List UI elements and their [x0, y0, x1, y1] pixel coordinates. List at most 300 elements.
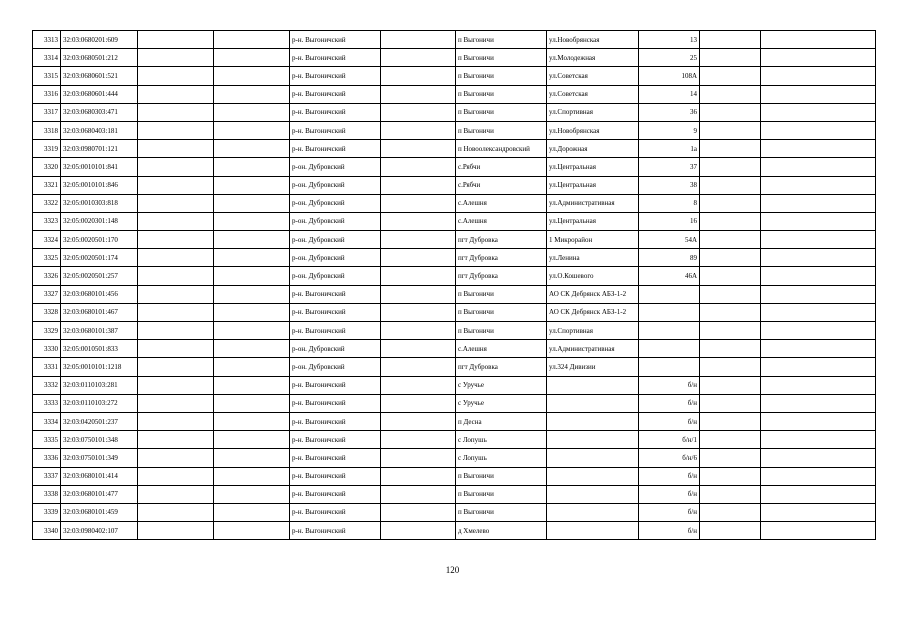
cell-district: р-н. Выгоничский — [290, 376, 381, 394]
cell-house-number: 13 — [639, 31, 700, 49]
cell-col-10 — [700, 340, 761, 358]
cell-col-3 — [138, 467, 214, 485]
cell-district: р-н. Выгоничский — [290, 49, 381, 67]
cell-col-4 — [214, 103, 290, 121]
cell-col-4 — [214, 31, 290, 49]
table-row — [33, 285, 876, 303]
cell-settlement: п Выгоничи — [456, 67, 547, 85]
cell-street: ул.Молодежная — [547, 49, 639, 67]
table-row — [33, 231, 876, 249]
cell-house-number: 38 — [639, 176, 700, 194]
cell-district: р-н. Выгоничский — [290, 467, 381, 485]
cell-col-11 — [761, 303, 876, 321]
cell-row-number: 3326 — [33, 267, 61, 285]
cell-settlement: пгт Дубровка — [456, 231, 547, 249]
table-row — [33, 212, 876, 230]
cell-col-6 — [381, 231, 456, 249]
cell-row-number: 3335 — [33, 431, 61, 449]
cell-col-11 — [761, 158, 876, 176]
cell-house-number: 16 — [639, 212, 700, 230]
cell-house-number: 8 — [639, 194, 700, 212]
cell-col-6 — [381, 322, 456, 340]
cell-cadastral-number: 32:03:0680403:181 — [61, 121, 138, 139]
cell-district: р-он. Дубровский — [290, 158, 381, 176]
cell-street — [547, 412, 639, 430]
cell-col-3 — [138, 412, 214, 430]
cell-row-number: 3327 — [33, 285, 61, 303]
cell-cadastral-number: 32:03:0750101:348 — [61, 431, 138, 449]
cell-col-3 — [138, 431, 214, 449]
cell-row-number: 3314 — [33, 49, 61, 67]
cell-cadastral-number: 32:03:0420501:237 — [61, 412, 138, 430]
cell-col-6 — [381, 431, 456, 449]
cell-col-3 — [138, 67, 214, 85]
cell-settlement: п Новоолександровский — [456, 140, 547, 158]
cell-col-10 — [700, 485, 761, 503]
table-row — [33, 431, 876, 449]
cell-cadastral-number: 32:03:0110103:281 — [61, 376, 138, 394]
cell-col-10 — [700, 267, 761, 285]
cell-col-3 — [138, 322, 214, 340]
cell-col-3 — [138, 103, 214, 121]
cell-col-4 — [214, 285, 290, 303]
cell-district: р-он. Дубровский — [290, 249, 381, 267]
cell-col-3 — [138, 212, 214, 230]
cell-col-4 — [214, 249, 290, 267]
cell-cadastral-number: 32:03:0680101:477 — [61, 485, 138, 503]
cell-cadastral-number: 32:05:0010101:846 — [61, 176, 138, 194]
cell-district: р-н. Выгоничский — [290, 303, 381, 321]
cell-house-number: 9 — [639, 121, 700, 139]
cell-col-4 — [214, 412, 290, 430]
cell-street — [547, 394, 639, 412]
table-row — [33, 376, 876, 394]
cell-col-4 — [214, 358, 290, 376]
cell-col-3 — [138, 31, 214, 49]
cell-col-10 — [700, 194, 761, 212]
cell-district: р-н. Выгоничский — [290, 522, 381, 540]
cell-col-3 — [138, 85, 214, 103]
cell-col-4 — [214, 485, 290, 503]
cell-cadastral-number: 32:05:0010303:818 — [61, 194, 138, 212]
cell-settlement: п Выгоничи — [456, 503, 547, 521]
cell-col-6 — [381, 467, 456, 485]
cell-house-number: б/н — [639, 412, 700, 430]
cell-col-3 — [138, 267, 214, 285]
cell-street: ул.Центральная — [547, 176, 639, 194]
cell-col-4 — [214, 340, 290, 358]
cell-col-4 — [214, 140, 290, 158]
cell-col-4 — [214, 449, 290, 467]
table-row — [33, 358, 876, 376]
cell-district: р-н. Выгоничский — [290, 449, 381, 467]
cell-col-6 — [381, 267, 456, 285]
cell-col-10 — [700, 49, 761, 67]
cell-cadastral-number: 32:03:0680101:456 — [61, 285, 138, 303]
cell-col-6 — [381, 67, 456, 85]
cell-col-4 — [214, 303, 290, 321]
cell-col-11 — [761, 467, 876, 485]
cell-house-number — [639, 303, 700, 321]
cell-row-number: 3315 — [33, 67, 61, 85]
cell-house-number: 108А — [639, 67, 700, 85]
cell-cadastral-number: 32:05:0010501:833 — [61, 340, 138, 358]
cell-settlement: с.Алешня — [456, 340, 547, 358]
cell-col-3 — [138, 158, 214, 176]
cell-settlement: п Выгоничи — [456, 49, 547, 67]
cell-street: 1 Микрорайон — [547, 231, 639, 249]
cell-street: ул.Спортивная — [547, 103, 639, 121]
cell-row-number: 3329 — [33, 322, 61, 340]
table-row — [33, 176, 876, 194]
table-row — [33, 158, 876, 176]
cell-col-3 — [138, 485, 214, 503]
cell-col-6 — [381, 449, 456, 467]
cell-settlement: п Выгоничи — [456, 467, 547, 485]
cell-house-number — [639, 285, 700, 303]
cell-col-11 — [761, 194, 876, 212]
cell-cadastral-number: 32:03:0680101:414 — [61, 467, 138, 485]
cell-cadastral-number: 32:05:0010101:1218 — [61, 358, 138, 376]
cell-col-3 — [138, 340, 214, 358]
cell-col-4 — [214, 231, 290, 249]
table-row — [33, 322, 876, 340]
cell-col-6 — [381, 176, 456, 194]
cell-col-10 — [700, 431, 761, 449]
cell-col-11 — [761, 285, 876, 303]
cell-street: АО СК Дебрянск АБЗ-1-2 — [547, 303, 639, 321]
cell-house-number: 37 — [639, 158, 700, 176]
table-row — [33, 267, 876, 285]
cell-settlement: пгт Дубровка — [456, 267, 547, 285]
cell-col-11 — [761, 376, 876, 394]
table-body — [33, 31, 876, 540]
cell-col-11 — [761, 522, 876, 540]
table-row — [33, 412, 876, 430]
cell-col-6 — [381, 49, 456, 67]
cell-col-4 — [214, 158, 290, 176]
cell-col-4 — [214, 194, 290, 212]
cell-col-10 — [700, 67, 761, 85]
cell-district: р-он. Дубровский — [290, 176, 381, 194]
cell-col-11 — [761, 358, 876, 376]
cell-col-3 — [138, 49, 214, 67]
cell-house-number: 14 — [639, 85, 700, 103]
cell-street: ул.Центральная — [547, 158, 639, 176]
cell-col-10 — [700, 103, 761, 121]
cell-house-number — [639, 358, 700, 376]
page-number: 120 — [445, 565, 460, 575]
cell-col-6 — [381, 85, 456, 103]
cell-col-6 — [381, 31, 456, 49]
cell-cadastral-number: 32:03:0680101:387 — [61, 322, 138, 340]
cell-settlement: п Выгоничи — [456, 322, 547, 340]
cell-col-3 — [138, 449, 214, 467]
cell-house-number: 89 — [639, 249, 700, 267]
cell-col-6 — [381, 303, 456, 321]
cell-col-6 — [381, 212, 456, 230]
cell-col-11 — [761, 212, 876, 230]
cell-row-number: 3338 — [33, 485, 61, 503]
cell-house-number — [639, 322, 700, 340]
cell-col-4 — [214, 376, 290, 394]
cell-district: р-он. Дубровский — [290, 267, 381, 285]
table-row — [33, 103, 876, 121]
cell-col-10 — [700, 121, 761, 139]
cell-street: ул.324 Дивизии — [547, 358, 639, 376]
registry-table — [32, 30, 876, 540]
cell-street: ул.Административная — [547, 340, 639, 358]
cell-cadastral-number: 32:03:0980402:107 — [61, 522, 138, 540]
table-row — [33, 485, 876, 503]
cell-row-number: 3333 — [33, 394, 61, 412]
cell-col-11 — [761, 31, 876, 49]
cell-street — [547, 503, 639, 521]
cell-col-4 — [214, 467, 290, 485]
cell-settlement: с Лопушь — [456, 449, 547, 467]
cell-col-10 — [700, 503, 761, 521]
table-row — [33, 31, 876, 49]
table-row — [33, 303, 876, 321]
cell-col-6 — [381, 140, 456, 158]
cell-col-6 — [381, 412, 456, 430]
cell-col-10 — [700, 303, 761, 321]
table-row — [33, 503, 876, 521]
cell-col-10 — [700, 285, 761, 303]
cell-col-6 — [381, 340, 456, 358]
cell-district: р-н. Выгоничский — [290, 140, 381, 158]
cell-row-number: 3334 — [33, 412, 61, 430]
cell-cadastral-number: 32:05:0020301:148 — [61, 212, 138, 230]
cell-house-number: б/н — [639, 485, 700, 503]
cell-cadastral-number: 32:05:0020501:257 — [61, 267, 138, 285]
cell-col-6 — [381, 358, 456, 376]
cell-district: р-н. Выгоничский — [290, 503, 381, 521]
cell-col-3 — [138, 394, 214, 412]
cell-col-3 — [138, 285, 214, 303]
cell-col-4 — [214, 121, 290, 139]
cell-settlement: с.Алешня — [456, 194, 547, 212]
cell-settlement: п Десна — [456, 412, 547, 430]
cell-street — [547, 431, 639, 449]
cell-col-6 — [381, 285, 456, 303]
cell-col-10 — [700, 176, 761, 194]
cell-col-11 — [761, 431, 876, 449]
cell-house-number: б/н — [639, 394, 700, 412]
cell-row-number: 3316 — [33, 85, 61, 103]
cell-settlement: с Уручье — [456, 394, 547, 412]
cell-cadastral-number: 32:03:0680601:444 — [61, 85, 138, 103]
cell-col-4 — [214, 394, 290, 412]
cell-col-11 — [761, 67, 876, 85]
cell-col-11 — [761, 394, 876, 412]
table-row — [33, 49, 876, 67]
cell-house-number: б/н — [639, 376, 700, 394]
cell-house-number: 46А — [639, 267, 700, 285]
cell-col-10 — [700, 358, 761, 376]
cell-col-4 — [214, 503, 290, 521]
table-row — [33, 394, 876, 412]
cell-settlement: с.Алешня — [456, 212, 547, 230]
cell-col-10 — [700, 231, 761, 249]
cell-col-10 — [700, 449, 761, 467]
cell-house-number: б/н/1 — [639, 431, 700, 449]
cell-col-4 — [214, 522, 290, 540]
cell-settlement: с Уручье — [456, 376, 547, 394]
cell-house-number — [639, 340, 700, 358]
cell-row-number: 3321 — [33, 176, 61, 194]
cell-house-number: б/н/6 — [639, 449, 700, 467]
cell-street — [547, 467, 639, 485]
cell-row-number: 3313 — [33, 31, 61, 49]
table-row — [33, 340, 876, 358]
cell-settlement: п Выгоничи — [456, 121, 547, 139]
cell-district: р-н. Выгоничский — [290, 121, 381, 139]
table-row — [33, 249, 876, 267]
cell-cadastral-number: 32:03:0110103:272 — [61, 394, 138, 412]
cell-district: р-н. Выгоничский — [290, 67, 381, 85]
cell-settlement: д Хмелево — [456, 522, 547, 540]
cell-col-11 — [761, 340, 876, 358]
cell-col-3 — [138, 194, 214, 212]
cell-col-3 — [138, 176, 214, 194]
cell-col-11 — [761, 49, 876, 67]
cell-street: ул.Новобрянская — [547, 121, 639, 139]
cell-col-11 — [761, 140, 876, 158]
cell-col-10 — [700, 158, 761, 176]
table-row — [33, 522, 876, 540]
cell-col-10 — [700, 376, 761, 394]
table-row — [33, 67, 876, 85]
cell-district: р-н. Выгоничский — [290, 103, 381, 121]
cell-house-number: б/н — [639, 467, 700, 485]
cell-settlement: пгт Дубровка — [456, 358, 547, 376]
cell-col-6 — [381, 394, 456, 412]
cell-col-10 — [700, 212, 761, 230]
table-row — [33, 467, 876, 485]
cell-row-number: 3340 — [33, 522, 61, 540]
cell-col-10 — [700, 249, 761, 267]
cell-settlement: п Выгоничи — [456, 285, 547, 303]
cell-col-11 — [761, 249, 876, 267]
cell-col-4 — [214, 49, 290, 67]
cell-row-number: 3318 — [33, 121, 61, 139]
table-row — [33, 121, 876, 139]
cell-col-6 — [381, 194, 456, 212]
cell-col-3 — [138, 376, 214, 394]
cell-settlement: с Лопушь — [456, 431, 547, 449]
cell-district: р-он. Дубровский — [290, 231, 381, 249]
cell-house-number: б/н — [639, 522, 700, 540]
cell-district: р-н. Выгоничский — [290, 394, 381, 412]
cell-settlement: пгт Дубровка — [456, 249, 547, 267]
cell-col-11 — [761, 503, 876, 521]
cell-col-4 — [214, 431, 290, 449]
cell-street — [547, 522, 639, 540]
cell-street: ул.Новобрянская — [547, 31, 639, 49]
cell-col-4 — [214, 212, 290, 230]
cell-col-3 — [138, 231, 214, 249]
cell-col-4 — [214, 322, 290, 340]
cell-col-10 — [700, 322, 761, 340]
cell-col-6 — [381, 158, 456, 176]
cell-col-11 — [761, 231, 876, 249]
cell-col-6 — [381, 121, 456, 139]
cell-street: ул.Центральная — [547, 212, 639, 230]
cell-col-6 — [381, 376, 456, 394]
cell-col-11 — [761, 85, 876, 103]
cell-cadastral-number: 32:03:0680101:459 — [61, 503, 138, 521]
cell-settlement: с.Рябчи — [456, 158, 547, 176]
cell-col-3 — [138, 303, 214, 321]
cell-settlement: с.Рябчи — [456, 176, 547, 194]
cell-street: ул.О.Кошевого — [547, 267, 639, 285]
cell-row-number: 3320 — [33, 158, 61, 176]
cell-street: ул.Ленина — [547, 249, 639, 267]
cell-street: ул.Советская — [547, 85, 639, 103]
cell-settlement: п Выгоничи — [456, 85, 547, 103]
cell-row-number: 3325 — [33, 249, 61, 267]
cell-street: ул.Советская — [547, 67, 639, 85]
cell-col-11 — [761, 267, 876, 285]
cell-street — [547, 376, 639, 394]
cell-row-number: 3328 — [33, 303, 61, 321]
cell-cadastral-number: 32:03:0680501:212 — [61, 49, 138, 67]
cell-col-10 — [700, 467, 761, 485]
cell-district: р-н. Выгоничский — [290, 85, 381, 103]
cell-col-11 — [761, 176, 876, 194]
cell-col-4 — [214, 176, 290, 194]
cell-house-number: 54А — [639, 231, 700, 249]
cell-district: р-н. Выгоничский — [290, 431, 381, 449]
cell-house-number: б/н — [639, 503, 700, 521]
cell-row-number: 3339 — [33, 503, 61, 521]
table-row — [33, 449, 876, 467]
cell-district: р-он. Дубровский — [290, 340, 381, 358]
table-row — [33, 140, 876, 158]
cell-cadastral-number: 32:05:0020501:174 — [61, 249, 138, 267]
cell-col-6 — [381, 249, 456, 267]
cell-street: АО СК Дебрянск АБЗ-1-2 — [547, 285, 639, 303]
cell-street: ул.Спортивная — [547, 322, 639, 340]
cell-col-10 — [700, 394, 761, 412]
cell-row-number: 3322 — [33, 194, 61, 212]
cell-district: р-он. Дубровский — [290, 358, 381, 376]
cell-col-6 — [381, 103, 456, 121]
cell-col-11 — [761, 485, 876, 503]
cell-district: р-н. Выгоничский — [290, 322, 381, 340]
cell-row-number: 3332 — [33, 376, 61, 394]
cell-col-3 — [138, 503, 214, 521]
cell-district: р-он. Дубровский — [290, 212, 381, 230]
cell-cadastral-number: 32:03:0680201:609 — [61, 31, 138, 49]
cell-col-6 — [381, 485, 456, 503]
cell-street: ул.Административная — [547, 194, 639, 212]
cell-settlement: п Выгоничи — [456, 485, 547, 503]
cell-col-4 — [214, 267, 290, 285]
cell-row-number: 3336 — [33, 449, 61, 467]
cell-street: ул.Дорожная — [547, 140, 639, 158]
cell-cadastral-number: 32:03:0680601:521 — [61, 67, 138, 85]
cell-district: р-н. Выгоничский — [290, 412, 381, 430]
cell-col-11 — [761, 412, 876, 430]
cell-street — [547, 449, 639, 467]
cell-row-number: 3337 — [33, 467, 61, 485]
table-row — [33, 85, 876, 103]
cell-col-4 — [214, 85, 290, 103]
cell-col-11 — [761, 121, 876, 139]
cell-row-number: 3330 — [33, 340, 61, 358]
